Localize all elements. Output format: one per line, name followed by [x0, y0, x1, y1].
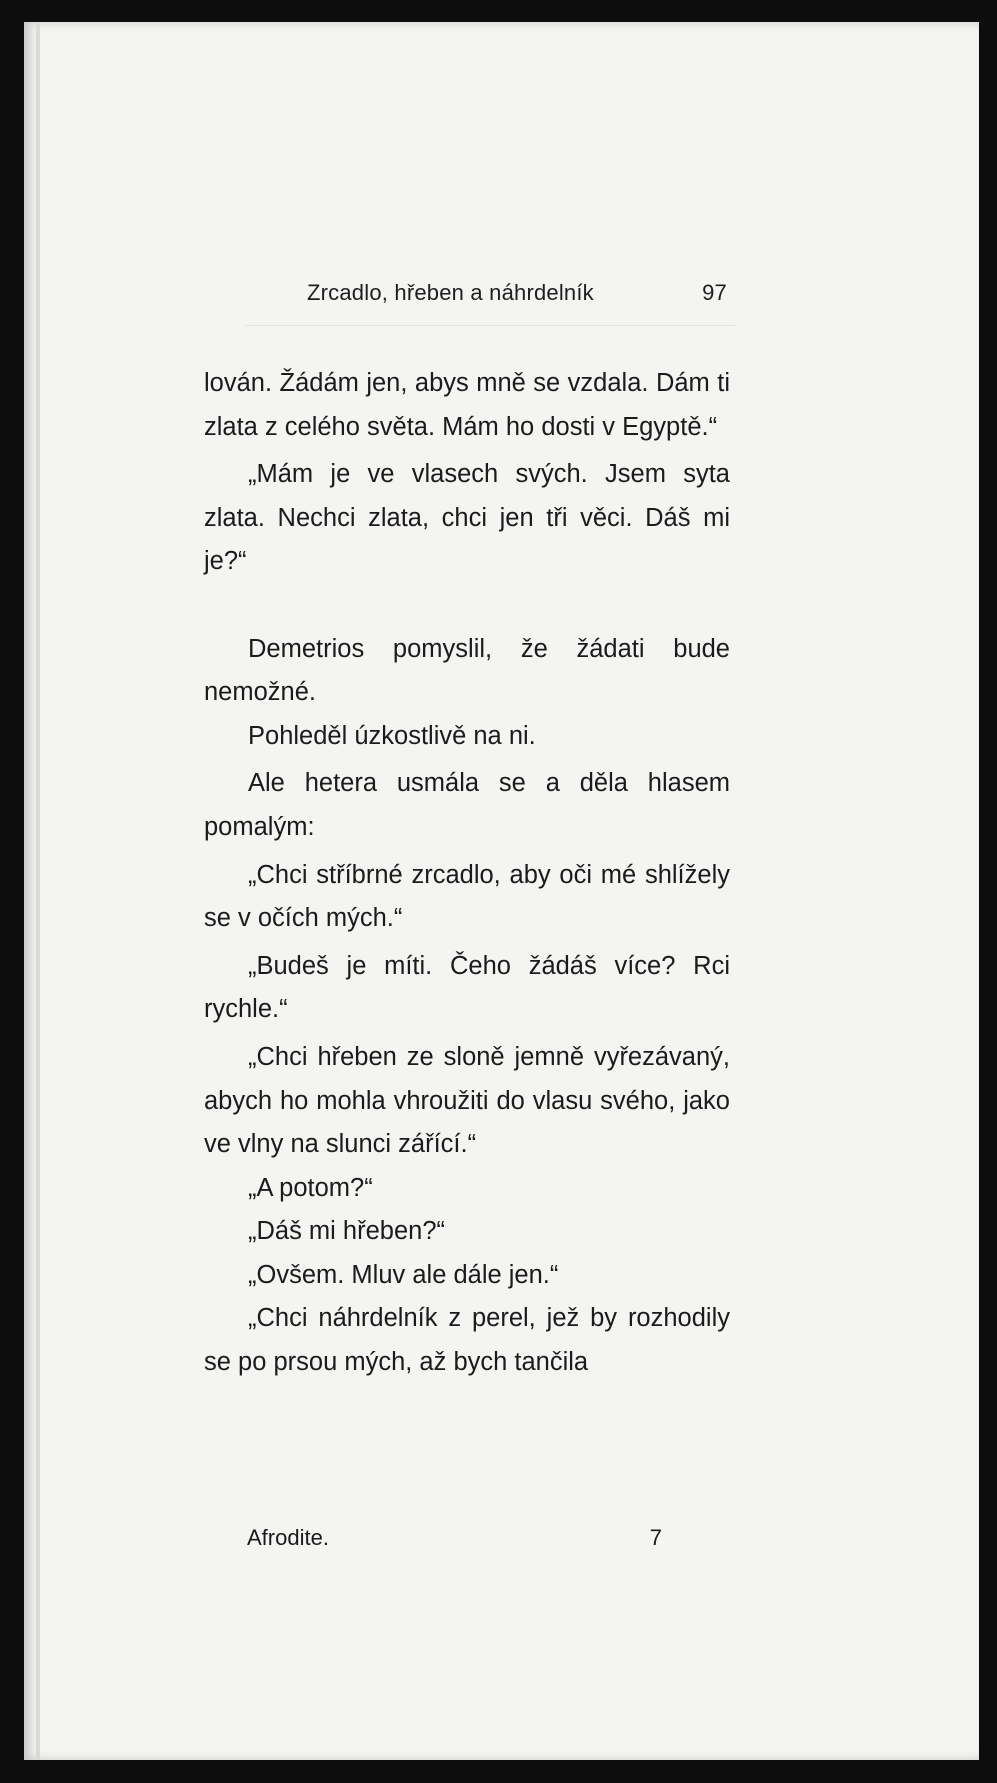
header-rule — [245, 325, 735, 326]
paragraph: „Mám je ve vlasech svých. Jsem syta zlata. Nechci zlata, chci jen tři věci. Dáš mi je?“ — [204, 460, 730, 576]
page-number: 97 — [702, 280, 727, 305]
signature-title: Afrodite. — [247, 1525, 329, 1550]
page-edge — [36, 22, 40, 1760]
paragraph: „Chci hřeben ze sloně jemně vyřezávaný, abych ho mohla vhroužiti do vlasu svého, jako ve vlny na slunci zářící.“ — [204, 1042, 730, 1159]
paragraph: Demetrios pomyslil, že žádati bude nemožné. — [204, 634, 730, 707]
running-title: Zrcadlo, hřeben a náhrdelník — [307, 280, 594, 305]
paragraph: Pohleděl úzkostlivě na ni. — [248, 721, 536, 750]
paragraph: Ale hetera usmála se a děla hlasem pomalým: — [204, 769, 730, 841]
paragraph: „Chci náhrdelník z perel, jež by rozhodily se po prsou mých, až bych tančila — [204, 1304, 730, 1377]
paragraph: „A potom?“ — [248, 1173, 373, 1202]
paragraph: „Dáš mi hřeben?“ — [248, 1217, 445, 1246]
paragraph: „Chci stříbrné zrcadlo, aby oči mé shlížely se v očích mých.“ — [204, 860, 730, 933]
body-text — [204, 362, 730, 1385]
paragraph: „Budeš je míti. Čeho žádáš více? Rci rychle.“ — [204, 951, 730, 1024]
signature-mark: 7 — [649, 1525, 662, 1550]
paragraph: „Ovšem. Mluv ale dále jen.“ — [248, 1260, 559, 1289]
paragraph: lován. Žádám jen, abys mně se vzdala. Dám ti zlata z celého světa. Mám ho dosti v Egyptě.“ — [204, 369, 730, 441]
